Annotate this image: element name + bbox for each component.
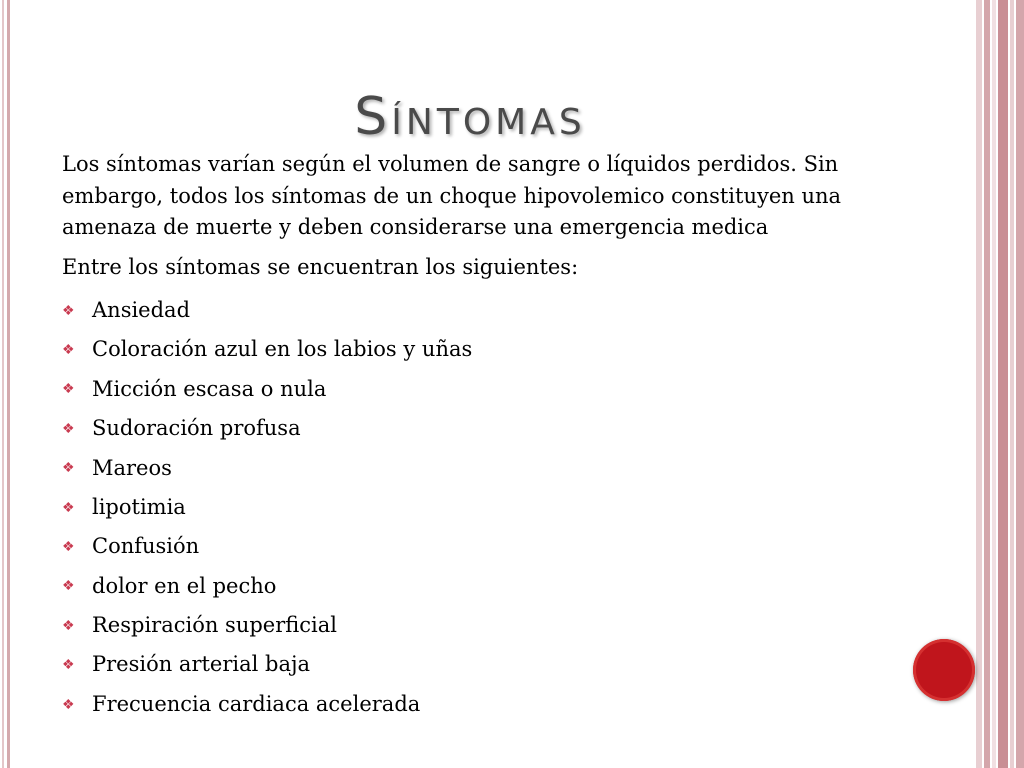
list-item — [62, 291, 942, 330]
right-stripes-decoration — [976, 0, 1024, 768]
list-intro-paragraph: Entre los síntomas se encuentran los siguientes: — [62, 254, 579, 279]
list-item — [62, 449, 942, 488]
diamond-bullet-icon: ❖ — [62, 420, 75, 437]
diamond-bullet-icon: ❖ — [62, 381, 75, 398]
diamond-bullet-icon: ❖ — [62, 578, 75, 595]
list-item-text: Frecuencia cardiaca acelerada — [92, 691, 421, 716]
list-item-text: Sudoración profusa — [92, 416, 301, 441]
symptom-list — [62, 291, 942, 724]
list-item-text: lipotimia — [92, 494, 186, 519]
list-item — [62, 527, 942, 566]
list-item — [62, 567, 942, 606]
list-item — [62, 409, 942, 448]
diamond-bullet-icon: ❖ — [62, 342, 75, 359]
slide-content — [62, 149, 942, 724]
slide-title: Síntomas — [354, 86, 586, 147]
list-item-text: Presión arterial baja — [92, 652, 311, 677]
list-item-text: Mareos — [92, 455, 172, 480]
diamond-bullet-icon: ❖ — [62, 302, 75, 319]
list-item-text: Ansiedad — [92, 297, 191, 322]
intro-paragraph: Los síntomas varían según el volumen de sangre o líquidos perdidos. Sin embargo, todos los síntomas de un choque hipovolemico constituyen una amenaza de muerte y deben considerarse una emergencia medica — [62, 152, 842, 239]
list-item-text: Confusión — [92, 534, 200, 559]
list-item-text: Coloración azul en los labios y uñas — [92, 337, 473, 362]
list-item-text: Respiración superficial — [92, 613, 337, 638]
list-item-text: Micción escasa o nula — [92, 376, 327, 401]
diamond-bullet-icon: ❖ — [62, 460, 75, 477]
list-item — [62, 330, 942, 369]
list-item — [62, 370, 942, 409]
diamond-bullet-icon: ❖ — [62, 617, 75, 634]
list-item-text: dolor en el pecho — [92, 573, 277, 598]
list-item — [62, 606, 942, 645]
diamond-bullet-icon: ❖ — [62, 657, 75, 674]
diamond-bullet-icon: ❖ — [62, 539, 75, 556]
list-item — [62, 646, 942, 685]
list-item — [62, 685, 942, 724]
diamond-bullet-icon: ❖ — [62, 696, 75, 713]
red-circle-decoration — [913, 639, 975, 701]
diamond-bullet-icon: ❖ — [62, 499, 75, 516]
list-item — [62, 488, 942, 527]
